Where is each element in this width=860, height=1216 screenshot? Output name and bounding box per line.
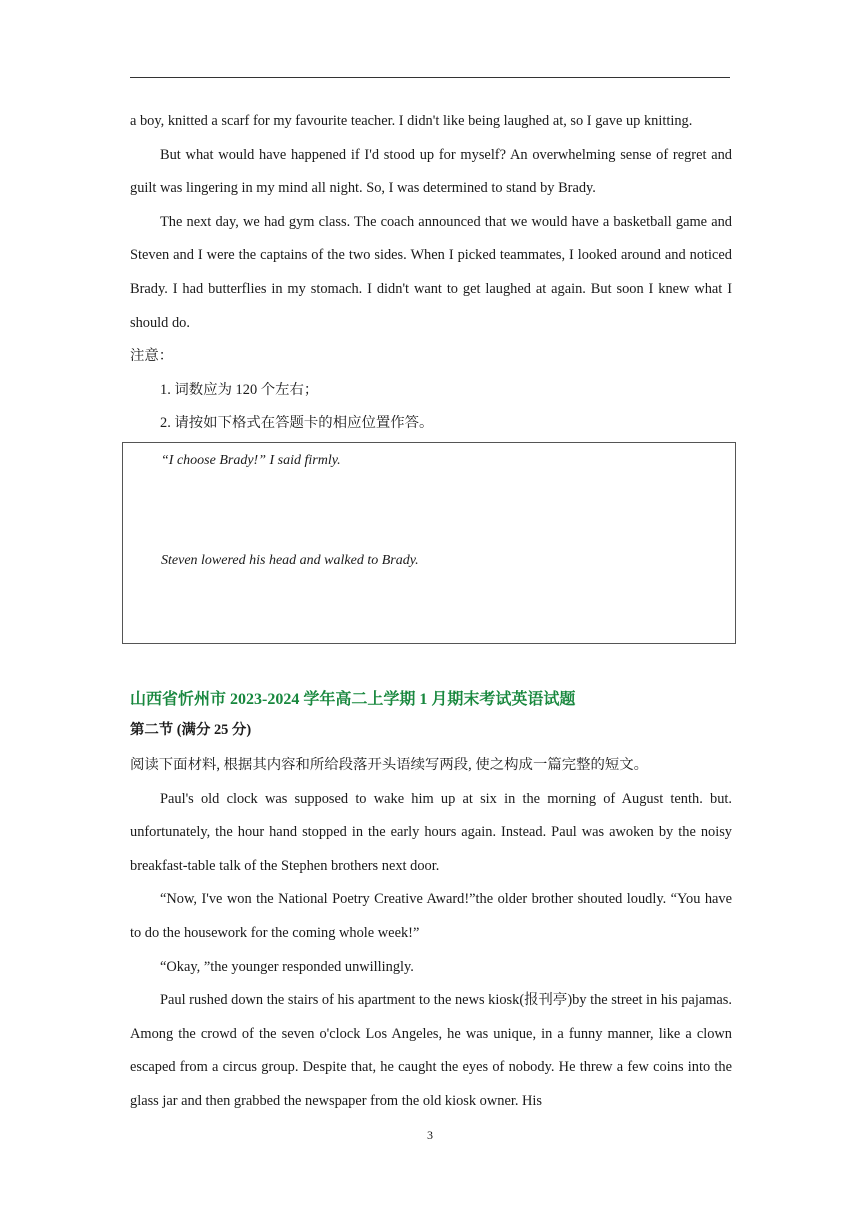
story-paragraph-2: “Now, I've won the National Poetry Creative Award!”the older brother shouted loudly. “You have to do the housework for the coming whole week!” <box>130 891 732 941</box>
subsection-heading: 第二节 (满分 25 分) <box>130 722 252 738</box>
story-paragraph-1: Paul's old clock was supposed to wake him up at six in the morning of August tenth. but. unfortunately, the hour hand stopped in the early hours again. Instead. Paul was awoken by the noisy breakfast-table talk of the Stephen brothers next door. <box>130 790 732 874</box>
answer-opening-line-1: “I choose Brady!” I said firmly. <box>161 453 341 468</box>
answer-opening-line-2: Steven lowered his head and walked to Brady. <box>161 553 419 568</box>
header-rule <box>130 77 730 78</box>
story-text <box>130 749 732 1119</box>
story-paragraph-3: “Okay, ”the younger responded unwillingly. <box>160 958 414 975</box>
paragraph-3: The next day, we had gym class. The coach announced that we would have a basketball game and Steven and I were the captains of the two sides. When I picked teammates, I looked around and noticed Brady. I had butterflies in my stomach. I didn't want to get laughed at again. But soon I knew what I should do. <box>130 213 732 331</box>
answer-box <box>122 442 736 644</box>
story-paragraph-4: Paul rushed down the stairs of his apartment to the news kiosk(报刊亭)by the street in his pajamas. Among the crowd of the seven o'clock Los Angeles, he was unique, in a funny manner, like a clown escaped from a circus group. Despite that, he caught the eyes of nobody. He threw a few coins into the glass jar and then grabbed the newspaper from the old kiosk owner. His <box>130 992 732 1109</box>
notes-title: 注意： <box>130 348 174 365</box>
section-title: 山西省忻州市 2023-2024 学年高二上学期 1 月期末考试英语试题 <box>130 691 576 708</box>
note-item-1: 1. 词数应为 120 个左右； <box>160 381 319 398</box>
instruction-text: 阅读下面材料, 根据其内容和所给段落开头语续写两段, 使之构成一篇完整的短文。 <box>130 757 649 773</box>
paragraph-2: But what would have happened if I'd stood up for myself? An overwhelming sense of regret and guilt was lingering in my mind all night. So, I was determined to stand by Brady. <box>130 146 732 197</box>
note-item-2: 2. 请按如下格式在答题卡的相应位置作答。 <box>160 415 434 432</box>
page-number: 3 <box>427 1128 433 1142</box>
continuation-text <box>130 105 732 441</box>
paragraph-1: a boy, knitted a scarf for my favourite teacher. I didn't like being laughed at, so I gave up knitting. <box>130 113 693 129</box>
